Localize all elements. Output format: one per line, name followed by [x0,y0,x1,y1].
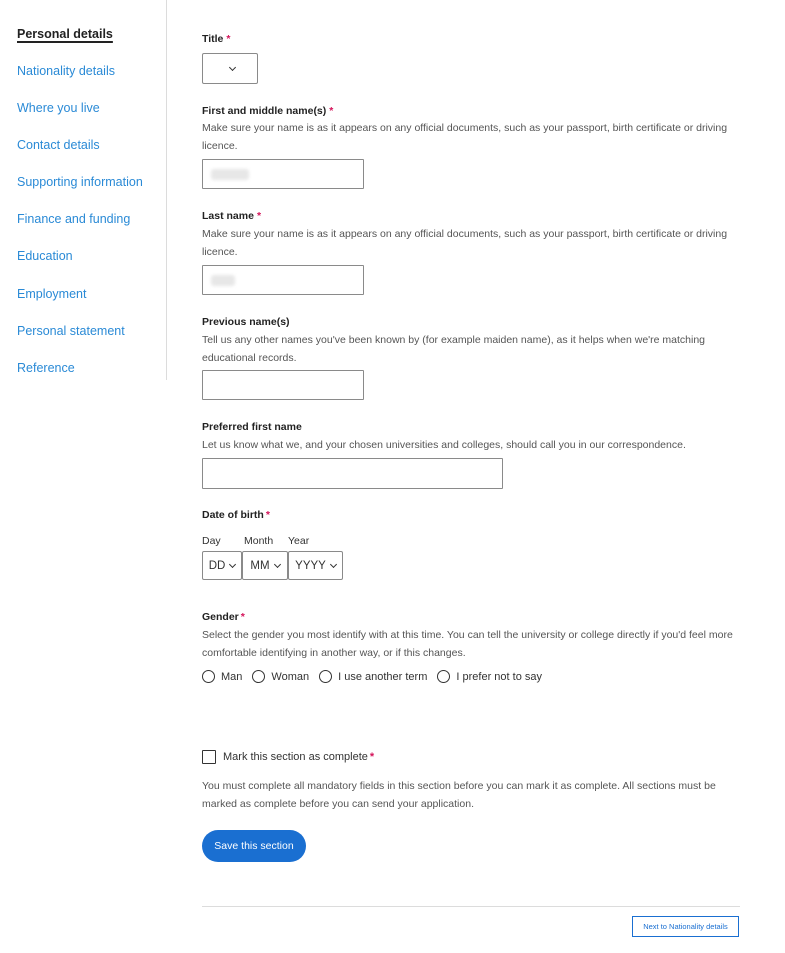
gender-option-man[interactable] [202,670,242,683]
sidebar-item-contact-details[interactable]: Contact details [17,138,100,152]
last-name-input[interactable] [202,265,364,295]
dob-label-text: Date of birth [202,509,264,521]
gender-option-another-term[interactable] [319,670,427,683]
radio-button[interactable] [437,670,450,683]
sidebar-item-employment[interactable]: Employment [17,287,87,301]
dob-day-value: DD [208,559,226,572]
chevron-down-icon [229,560,236,567]
first-name-label [202,105,333,117]
required-marker: * [226,33,231,45]
redacted-value [211,275,235,286]
title-label [202,33,231,45]
radio-button[interactable] [202,670,215,683]
required-marker: * [256,210,262,222]
sidebar-item-reference[interactable]: Reference [17,361,75,375]
gender-label [202,611,245,623]
chevron-down-icon [330,560,337,567]
radio-button[interactable] [252,670,265,683]
required-marker: * [369,751,375,763]
gender-hint: Select the gender you most identify with at this time. You can tell the university or college directly if you'd feel more comfortable identifying in another way, or if this changes. [202,629,733,659]
previous-names-hint: Tell us any other names you've been known by (for example maiden name), as it helps when we're matching educational records. [202,334,706,364]
dob-month-select[interactable] [242,551,288,580]
required-marker: * [240,611,245,623]
mark-complete-checkbox[interactable] [202,750,216,764]
dob-year-select[interactable] [288,551,343,580]
last-name-label [202,210,261,222]
sidebar-item-where-you-live[interactable]: Where you live [17,101,100,115]
gender-option-label: I prefer not to say [456,670,542,683]
sidebar-item-supporting-information[interactable]: Supporting information [17,175,143,189]
preferred-name-hint: Let us know what we, and your chosen universities and colleges, should call you in our correspondence. [202,439,686,451]
required-marker: * [329,105,334,117]
preferred-name-input[interactable] [202,458,503,489]
preferred-name-label: Preferred first name [202,421,302,433]
sidebar-item-personal-statement[interactable]: Personal statement [17,324,125,338]
next-nationality-details-button[interactable]: Next to Nationality details [632,916,739,937]
title-select[interactable] [202,53,258,84]
first-name-input[interactable] [202,159,364,189]
chevron-down-icon [229,63,236,70]
dob-day-select[interactable] [202,551,242,580]
dob-year-value: YYYY [295,559,326,572]
sidebar-item-finance-and-funding[interactable]: Finance and funding [17,212,131,226]
gender-option-label: Man [221,670,243,683]
previous-names-label: Previous name(s) [202,316,290,328]
dob-month-label: Month [244,535,274,547]
sidebar-item-education[interactable]: Education [17,249,73,263]
chevron-down-icon [274,560,281,567]
gender-label-text: Gender [202,611,239,623]
first-name-hint: Make sure your name is as it appears on any official documents, such as your passport, birth certificate or driving licence. [202,122,728,152]
mark-complete-label[interactable] [223,751,374,763]
sidebar-item-personal-details[interactable]: Personal details [17,27,113,41]
dob-month-value: MM [250,559,270,572]
mark-complete-label-text: Mark this section as complete [223,751,368,763]
radio-button[interactable] [319,670,332,683]
dob-label [202,509,270,521]
previous-names-input[interactable] [202,370,364,400]
required-marker: * [265,509,270,521]
last-name-hint: Make sure your name is as it appears on any official documents, such as your passport, birth certificate or driving licence. [202,228,728,258]
gender-option-prefer-not-to-say[interactable] [437,670,542,683]
dob-year-label: Year [288,535,310,547]
gender-option-label: I use another term [338,670,428,683]
divider [202,906,740,907]
gender-radio-group [202,670,552,683]
gender-option-woman[interactable] [252,670,309,683]
redacted-value [211,169,249,180]
last-name-label-text: Last name [202,210,254,222]
first-name-label-text: First and middle name(s) [202,105,327,117]
title-label-text: Title [202,33,224,45]
section-sidebar [0,0,167,380]
dob-day-label: Day [202,535,221,547]
gender-option-label: Woman [271,670,310,683]
sidebar-item-nationality-details[interactable]: Nationality details [17,64,115,78]
save-section-button[interactable]: Save this section [202,830,306,862]
mark-complete-hint: You must complete all mandatory fields in this section before you can mark it as complete. All sections must be marked as complete before you can send your application. [202,780,716,810]
